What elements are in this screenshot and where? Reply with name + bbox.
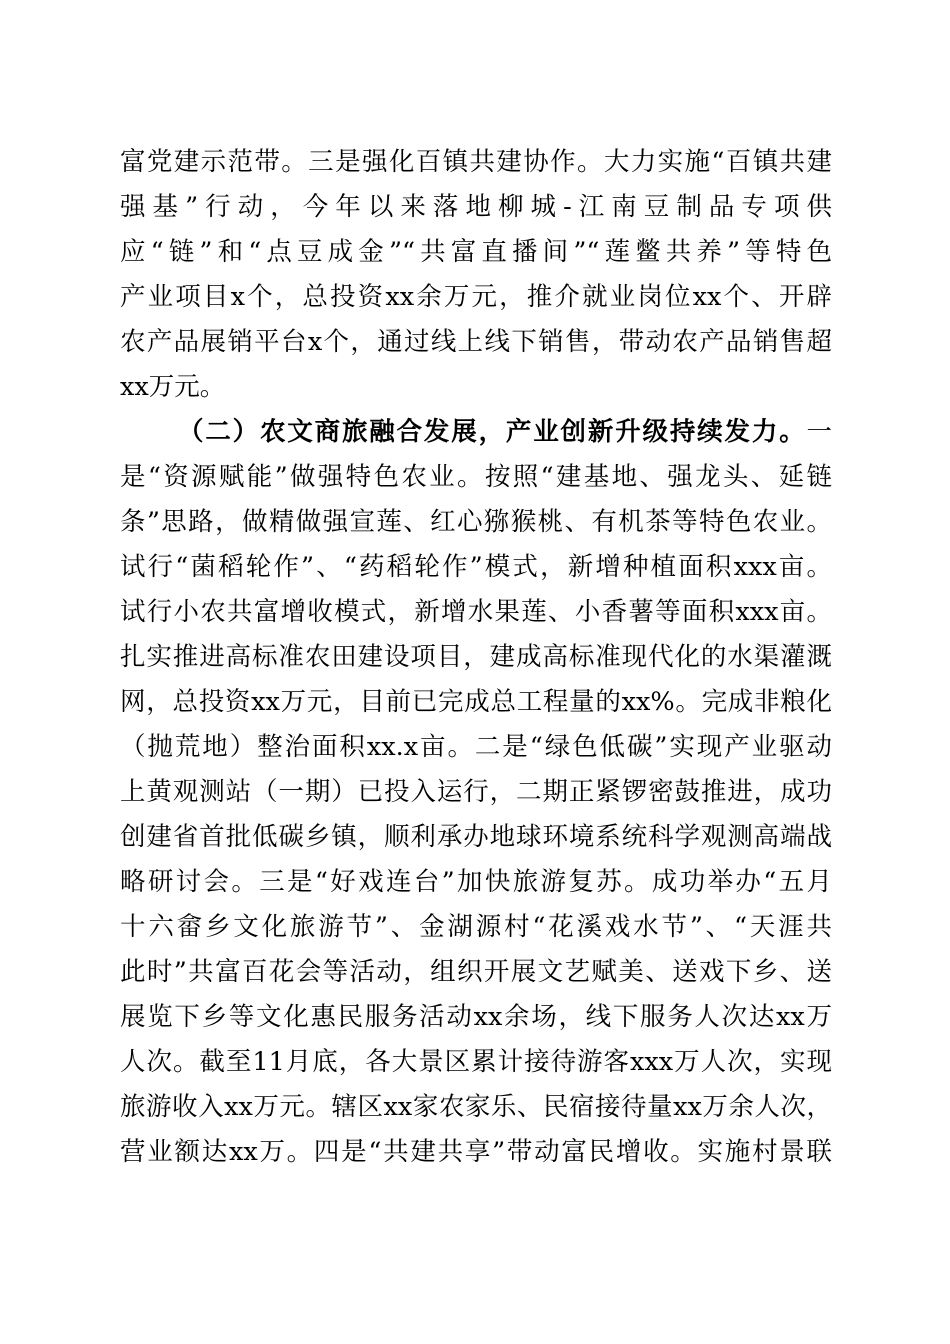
section-heading: （二）农文商旅融合发展，产业创新升级持续发力。 [178,417,807,447]
body-line-1: 富党建示范带。三是强化百镇共建协作。大力实施“百镇共建 [120,147,832,177]
body-line-20: 展览下乡等文化惠民服务活动xx余场，线下服务人次达xx万 [120,1002,832,1032]
body-line-8: 是“资源赋能”做强特色农业。按照“建基地、强龙头、延链 [120,462,832,492]
body-line-4: 产业项目x个，总投资xx余万元，推介就业岗位xx个、开辟 [120,282,832,312]
body-line-11: 试行小农共富增收模式，新增水果莲、小香薯等面积xxx亩。 [120,597,832,627]
body-line-13: 网，总投资xx万元，目前已完成总工程量的xx%。完成非粮化 [120,687,832,717]
body-line-15: 上黄观测站（一期）已投入运行，二期正紧锣密鼓推进，成功 [120,777,832,807]
body-line-21: 人次。截至11月底，各大景区累计接待游客xxx万人次，实现 [120,1047,832,1077]
body-line-2: 强基”行动，今年以来落地柳城-江南豆制品专项供 [120,192,832,222]
body-line-5: 农产品展销平台x个，通过线上线下销售，带动农产品销售超 [120,327,832,357]
body-line-6: xx万元。 [120,372,226,402]
body-line-12: 扎实推进高标准农田建设项目，建成高标准现代化的水渠灌溉 [120,642,832,672]
body-line-16: 创建省首批低碳乡镇，顺利承办地球环境系统科学观测高端战 [120,822,832,852]
body-line-18: 十六畲乡文化旅游节”、金湖源村“花溪戏水节”、“天涯共 [120,912,832,942]
body-line-14: （抛荒地）整治面积xx.x亩。二是“绿色低碳”实现产业驱动 [120,732,832,762]
body-line-22: 旅游收入xx万元。辖区xx家农家乐、民宿接待量xx万余人次， [120,1092,832,1122]
body-line-23: 营业额达xx万。四是“共建共享”带动富民增收。实施村景联 [120,1137,832,1167]
body-line-9: 条”思路，做精做强宣莲、红心猕猴桃、有机茶等特色农业。 [120,507,832,537]
body-line-10: 试行“菌稻轮作”、“药稻轮作”模式，新增种植面积xxx亩。 [120,552,832,582]
body-line-19: 此时”共富百花会等活动，组织开展文艺赋美、送戏下乡、送 [120,957,832,987]
body-line-17: 略研讨会。三是“好戏连台”加快旅游复苏。成功举办“五月 [120,867,832,897]
body-line-3: 应“链”和“点豆成金”“共富直播间”“莲鳖共养”等特色 [120,237,832,267]
section-heading-line [178,412,832,452]
section-heading-continuation: 一 [806,417,832,447]
